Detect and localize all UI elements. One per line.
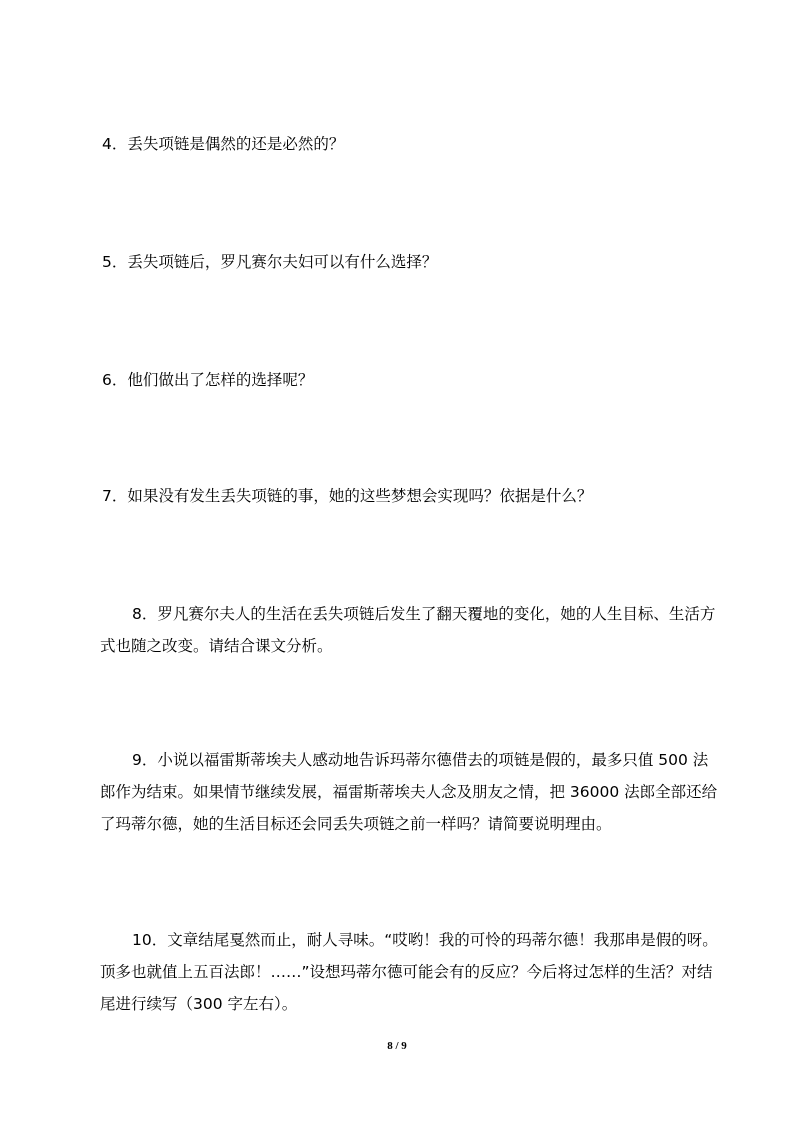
question-5: 5．丢失项链后，罗凡赛尔夫妇可以有什么选择？ — [102, 253, 438, 271]
question-8: 8．罗凡赛尔夫人的生活在丢失项链后发生了翻天覆地的变化，她的人生目标、生活方式也随之改变。请结合课文分析。 — [100, 605, 716, 655]
question-9: 9．小说以福雷斯蒂埃夫人感动地告诉玛蒂尔德借去的项链是假的，最多只值 500 法郎作为结束。如果情节继续发展，福雷斯蒂埃夫人念及朋友之情，把 36000 法郎全部还给了玛蒂尔德，她的生活目标还会同丢失项链之前一样吗？请简要说明理由。 — [100, 751, 718, 833]
question-10: 10．文章结尾戛然而止，耐人寻味。“哎哟！我的可怜的玛蒂尔德！我那串是假的呀。顶多也就值上五百法郎！……”设想玛蒂尔德可能会有的反应？今后将过怎样的生活？对结尾进行续写（300 字左右）。 — [100, 931, 718, 1013]
page-number: 8 / 9 — [387, 1040, 407, 1052]
question-6: 6．他们做出了怎样的选择呢？ — [102, 371, 314, 389]
question-4: 4．丢失项链是偶然的还是必然的？ — [102, 135, 345, 153]
question-7: 7．如果没有发生丢失项链的事，她的这些梦想会实现吗？依据是什么？ — [102, 487, 593, 505]
